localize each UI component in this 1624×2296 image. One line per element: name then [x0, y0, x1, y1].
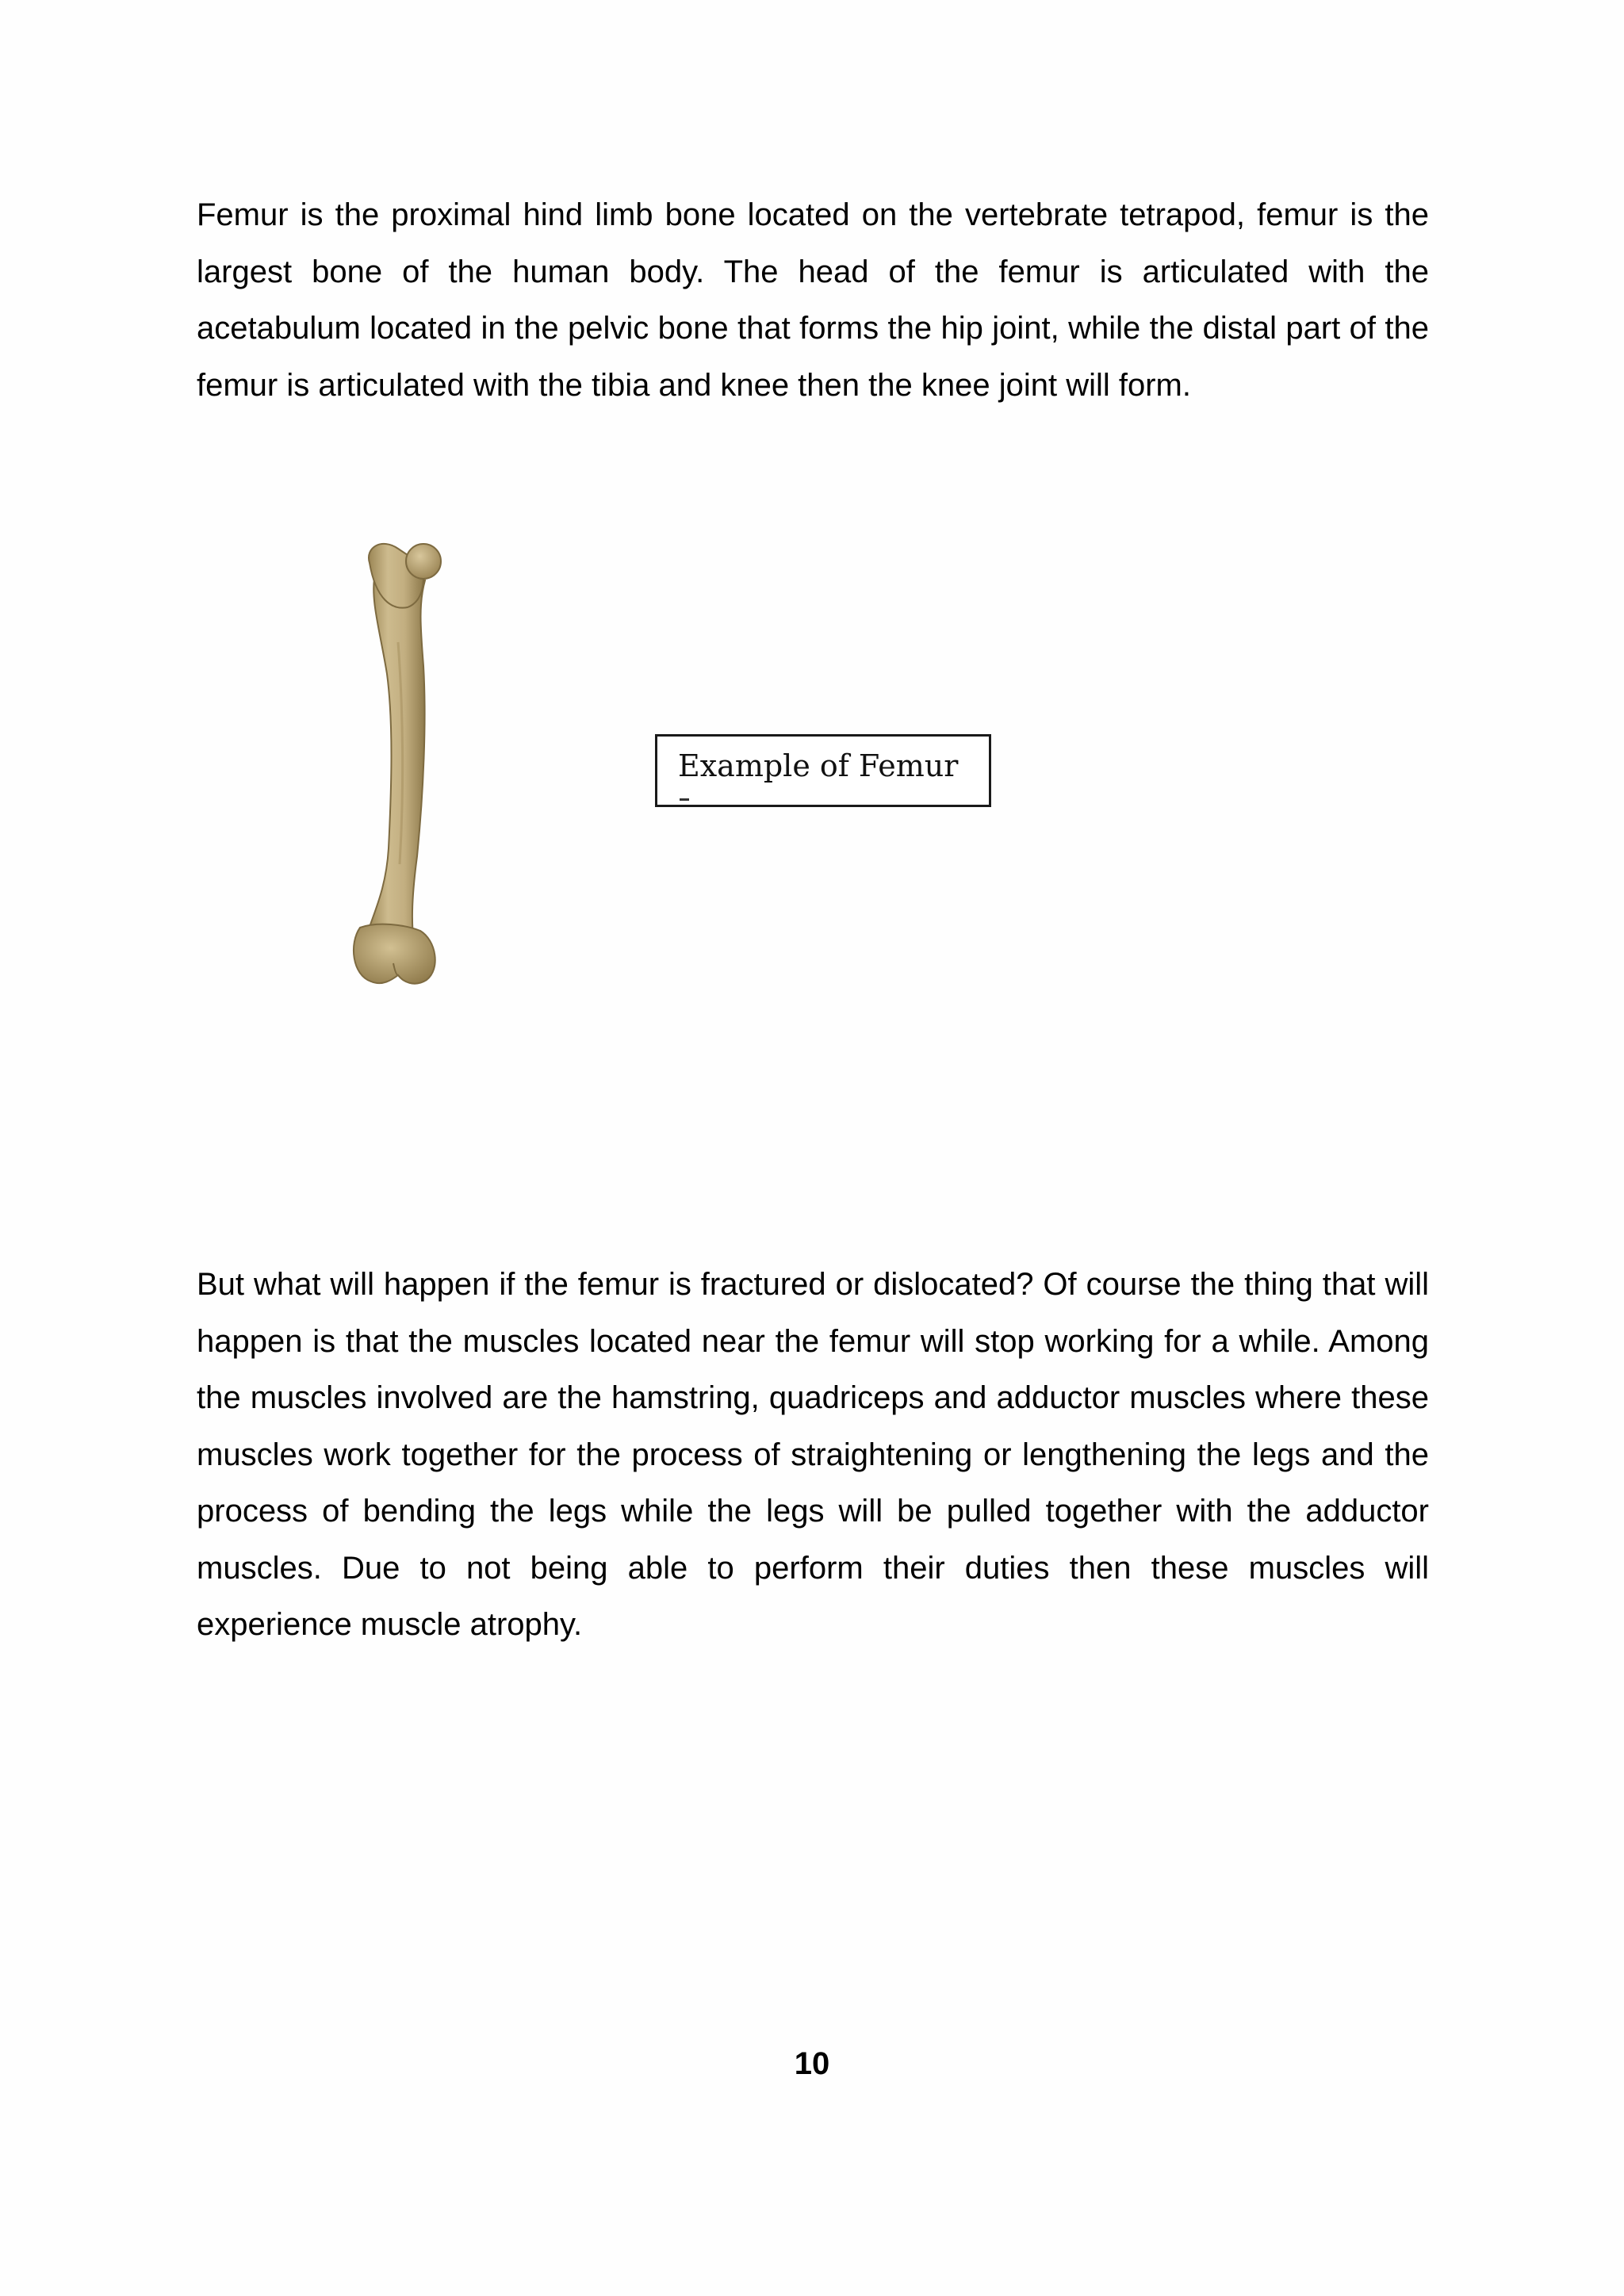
caption-cursor-mark — [680, 798, 689, 801]
femur-bone-illustration — [325, 531, 500, 999]
paragraph-femur-fracture: But what will happen if the femur is fractured or dislocated? Of course the thing that will happen is that the muscles located near the femur will stop working for a while. Among the muscles involved are the hamstring, quadriceps and adductor muscles where these muscles work together for the process of straightening or lengthening the legs and the process of bending the legs while the legs will be pulled together with the adductor muscles. Due to not being able to perform their duties then these muscles will experience muscle atrophy. — [197, 1267, 1429, 1642]
figure-caption: Example of Femur — [678, 748, 959, 783]
figure-caption-box — [655, 734, 991, 807]
paragraph-femur-description: Femur is the proximal hind limb bone located on the vertebrate tetrapod, femur is the largest bone of the human body. The head of the femur is articulated with the acetabulum located in the pelvic bone that forms the hip joint, while the distal part of the femur is articulated with the tibia and knee then the knee joint will form. — [197, 197, 1429, 403]
page-number: 10 — [794, 2046, 830, 2081]
